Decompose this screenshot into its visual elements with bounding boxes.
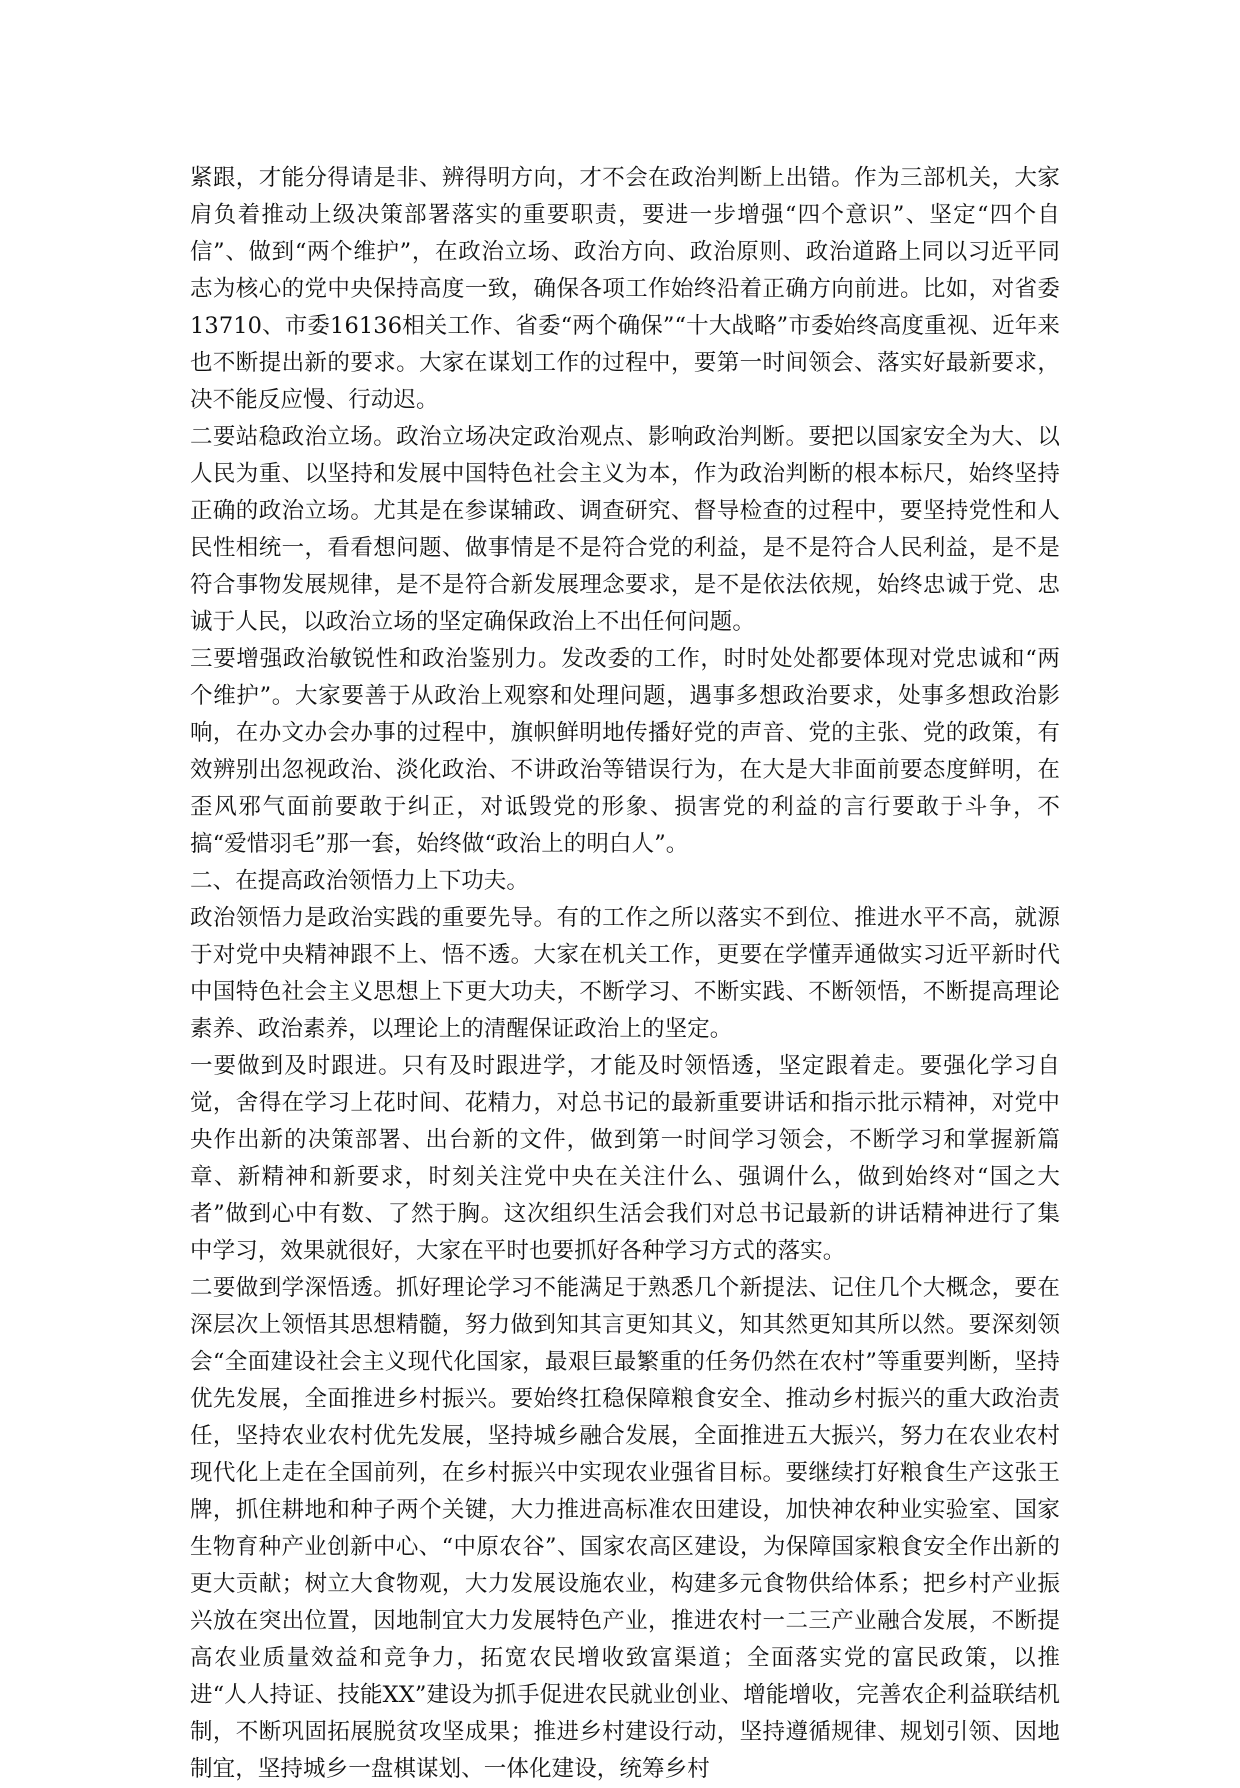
paragraph-timely-follow-up: 一要做到及时跟进。只有及时跟进学，才能及时领悟透，坚定跟着走。要强化学习自觉，舍得在学习上花时间、花精力，对总书记的最新重要讲话和指示批示精神，对党中央作出新的决策部署、出台新的文件，做到第一时间学习领会，不断学习和掌握新篇章、新精神和新要求，时刻关注党中央在关注什么、强调什么，做到始终对“国之大者”做到心中有数、了然于胸。这次组织生活会我们对总书记最新的讲话精神进行了集中学习，效果就很好，大家在平时也要抓好各种学习方式的落实。	[190, 1053, 1060, 1264]
paragraph-political-alignment: 紧跟，才能分得请是非、辨得明方向，才不会在政治判断上出错。作为三部机关，大家肩负着推动上级决策部署落实的重要职责，要进一步增强“四个意识”、坚定“四个自信”、做到“两个维护”，在政治立场、政治方向、政治原则、政治道路上同以习近平同志为核心的党中央保持高度一致，确保各项工作始终沿着正确方向前进。比如，对省委13710、市委16136相关工作、省委“两个确保”“十大战略”市委始终高度重视、近年来也不断提出新的要求。大家在谋划工作的过程中，要第一时间领会、落实好最新要求，决不能反应慢、行动迟。	[190, 165, 1060, 413]
paragraph-comprehension-intro: 政治领悟力是政治实践的重要先导。有的工作之所以落实不到位、推进水平不高，就源于对党中央精神跟不上、悟不透。大家在机关工作，更要在学懂弄通做实习近平新时代中国特色社会主义思想上下更大功夫，不断学习、不断实践、不断领悟，不断提高理论素养、政治素养，以理论上的清醒保证政治上的坚定。	[190, 905, 1060, 1042]
paragraph-deep-study: 二要做到学深悟透。抓好理论学习不能满足于熟悉几个新提法、记住几个大概念，要在深层次上领悟其思想精髓，努力做到知其言更知其义，知其然更知其所以然。要深刻领会“全面建设社会主义现代化国家，最艰巨最繁重的任务仍然在农村”等重要判断，坚持优先发展，全面推进乡村振兴。要始终扛稳保障粮食安全、推动乡村振兴的重大政治责任，坚持农业农村优先发展，坚持城乡融合发展，全面推进五大振兴，努力在农业农村现代化上走在全国前列，在乡村振兴中实现农业强省目标。要继续打好粮食生产这张王牌，抓住耕地和种子两个关键，大力推进高标准农田建设，加快神农种业实验室、国家生物育种产业创新中心、“中原农谷”、国家农高区建设，为保障国家粮食安全作出新的更大贡献；树立大食物观，大力发展设施农业，构建多元食物供给体系；把乡村产业振兴放在突出位置，因地制宜大力发展特色产业，推进农村一二三产业融合发展，不断提高农业质量效益和竞争力，拓宽农民增收致富渠道；全面落实党的富民政策，以推进“人人持证、技能XX”建设为抓手促进农民就业创业、增能增收，完善农企利益联结机制，不断巩固拓展脱贫攻坚成果；推进乡村建设行动，坚持遵循规律、规划引领、因地制宜，坚持城乡一盘棋谋划、一体化建设，统筹乡村	[190, 1275, 1060, 1782]
paragraph-political-stance: 二要站稳政治立场。政治立场决定政治观点、影响政治判断。要把以国家安全为大、以人民为重、以坚持和发展中国特色社会主义为本，作为政治判断的根本标尺，始终坚持正确的政治立场。尤其是在参谋辅政、调查研究、督导检查的过程中，要坚持党性和人民性相统一，看看想问题、做事情是不是符合党的利益，是不是符合人民利益，是不是符合事物发展规律，是不是符合新发展理念要求，是不是依法依规，始终忠诚于党、忠诚于人民，以政治立场的坚定确保政治上不出任何问题。	[190, 424, 1060, 635]
section-heading-political-comprehension: 二、在提高政治领悟力上下功夫。	[190, 868, 530, 894]
document-body	[190, 160, 1060, 1788]
paragraph-political-sensitivity: 三要增强政治敏锐性和政治鉴别力。发改委的工作，时时处处都要体现对党忠诚和“两个维护”。大家要善于从政治上观察和处理问题，遇事多想政治要求，处事多想政治影响，在办文办会办事的过程中，旗帜鲜明地传播好党的声音、党的主张、党的政策，有效辨别出忽视政治、淡化政治、不讲政治等错误行为，在大是大非面前要态度鲜明，在歪风邪气面前要敢于纠正，对诋毁党的形象、损害党的利益的言行要敢于斗争，不搞“爱惜羽毛”那一套，始终做“政治上的明白人”。	[190, 646, 1060, 857]
